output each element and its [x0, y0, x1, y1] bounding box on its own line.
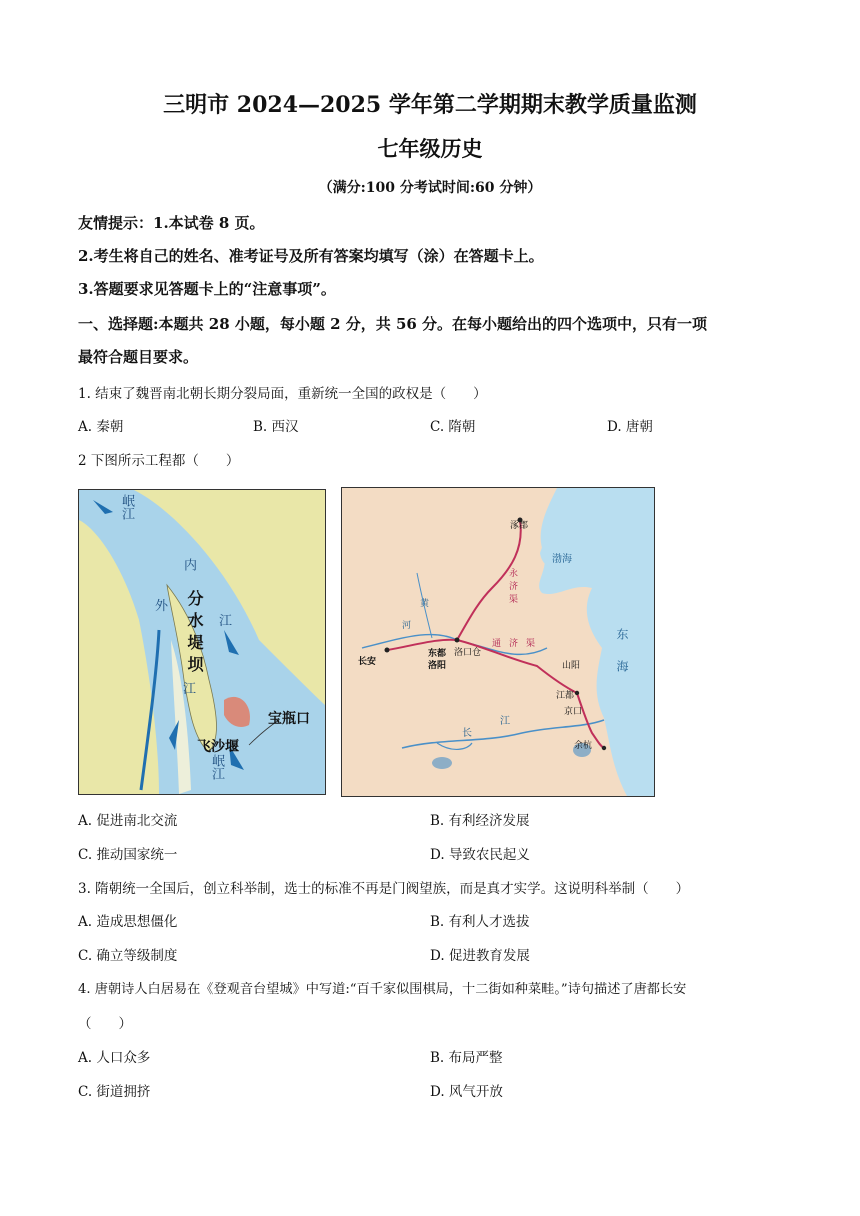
question-4-stem-line2: （ ）	[78, 1016, 132, 1032]
tip-line-1: 友情提示：1.本试卷 8 页。	[78, 214, 265, 232]
label-donghai: 东海	[615, 628, 629, 692]
exam-title: 三明市 2024—2025 学年第二学期期末教学质量监测	[163, 92, 697, 118]
question-3-stem: 3. 隋朝统一全国后，创立科举制，选士的标准不再是门阀望族，而是真才实学。这说明科举制（ ）	[78, 881, 690, 897]
label-he: 河	[402, 621, 412, 631]
question-1-option-d[interactable]: D. 唐朝	[607, 419, 653, 435]
exam-subject: 七年级历史	[377, 136, 483, 161]
question-2-stem: 2 下图所示工程都（ ）	[78, 453, 240, 469]
question-3-option-d[interactable]: D. 促进教育发展	[430, 948, 530, 964]
label-yuhang: 余杭	[574, 741, 593, 751]
label-feishayan: 飞沙堰	[197, 739, 239, 755]
label-jiangdu: 江都	[556, 691, 575, 701]
label-zhuojun: 涿郡	[510, 521, 529, 531]
label-jiang: 江	[500, 716, 510, 727]
question-1-option-a[interactable]: A. 秦朝	[78, 419, 124, 435]
question-1-stem: 1. 结束了魏晋南北朝长期分裂局面，重新统一全国的政权是（ ）	[78, 386, 487, 402]
question-3-option-b[interactable]: B. 有利人才选拔	[430, 914, 530, 930]
question-4-option-a[interactable]: A. 人口众多	[78, 1050, 151, 1066]
question-2-option-c[interactable]: C. 推动国家统一	[78, 847, 178, 863]
question-3-option-a[interactable]: A. 造成思想僵化	[78, 914, 178, 930]
question-1-option-b[interactable]: B. 西汉	[253, 419, 299, 435]
question-4-stem-line1: 4. 唐朝诗人白居易在《登观音台望城》中写道:“百千家似围棋局，十二街如种菜畦。”诗句描述了唐都长安	[78, 982, 687, 997]
tip-line-2: 2.考生将自己的姓名、准考证号及所有答案均填写（涂）在答题卡上。	[78, 247, 544, 265]
label-bohai: 渤海	[552, 554, 572, 565]
label-baopingkou: 宝瓶口	[268, 711, 310, 727]
section-heading-2: 最符合题目要求。	[78, 348, 199, 366]
label-inner-river-2: 江	[219, 614, 233, 629]
grand-canal-map	[341, 487, 655, 797]
question-4-option-b[interactable]: B. 布局严整	[430, 1050, 503, 1066]
label-chang: 长	[462, 728, 472, 739]
question-2-option-d[interactable]: D. 导致农民起义	[430, 847, 530, 863]
label-luoyang: 洛阳	[428, 661, 447, 671]
label-dam: 分水堤坝	[185, 590, 204, 678]
question-4-option-d[interactable]: D. 风气开放	[430, 1084, 503, 1100]
label-minjiang-top: 岷江	[119, 494, 134, 520]
label-jingkou: 京口	[564, 707, 583, 717]
label-tongjiqu: 通济渠	[492, 639, 544, 649]
label-outer-river-2: 江	[183, 682, 197, 697]
label-yongjiqu: 永济渠	[507, 568, 517, 607]
label-luokoucang: 洛口仓	[454, 648, 482, 658]
label-dongdu: 东都	[428, 649, 447, 659]
label-minjiang-bottom: 岷江	[209, 754, 224, 780]
score-time: （满分:100 分考试时间:60 分钟）	[318, 180, 542, 196]
dujiangyan-map	[78, 489, 326, 795]
question-2-option-b[interactable]: B. 有利经济发展	[430, 813, 530, 829]
label-huang: 黄	[420, 599, 430, 609]
question-1-option-c[interactable]: C. 隋朝	[430, 419, 476, 435]
label-outer-river-1: 外	[155, 599, 169, 614]
label-inner-river-1: 内	[181, 558, 196, 571]
question-4-option-c[interactable]: C. 街道拥挤	[78, 1084, 151, 1100]
label-shanyang: 山阳	[562, 661, 581, 671]
question-2-option-a[interactable]: A. 促进南北交流	[78, 813, 178, 829]
question-3-option-c[interactable]: C. 确立等级制度	[78, 948, 178, 964]
section-heading-1: 一、选择题:本题共 28 小题，每小题 2 分，共 56 分。在每小题给出的四个选项中，只有一项	[78, 315, 708, 333]
label-changan: 长安	[358, 657, 377, 667]
tip-line-3: 3.答题要求见答题卡上的“注意事项”。	[78, 280, 336, 298]
